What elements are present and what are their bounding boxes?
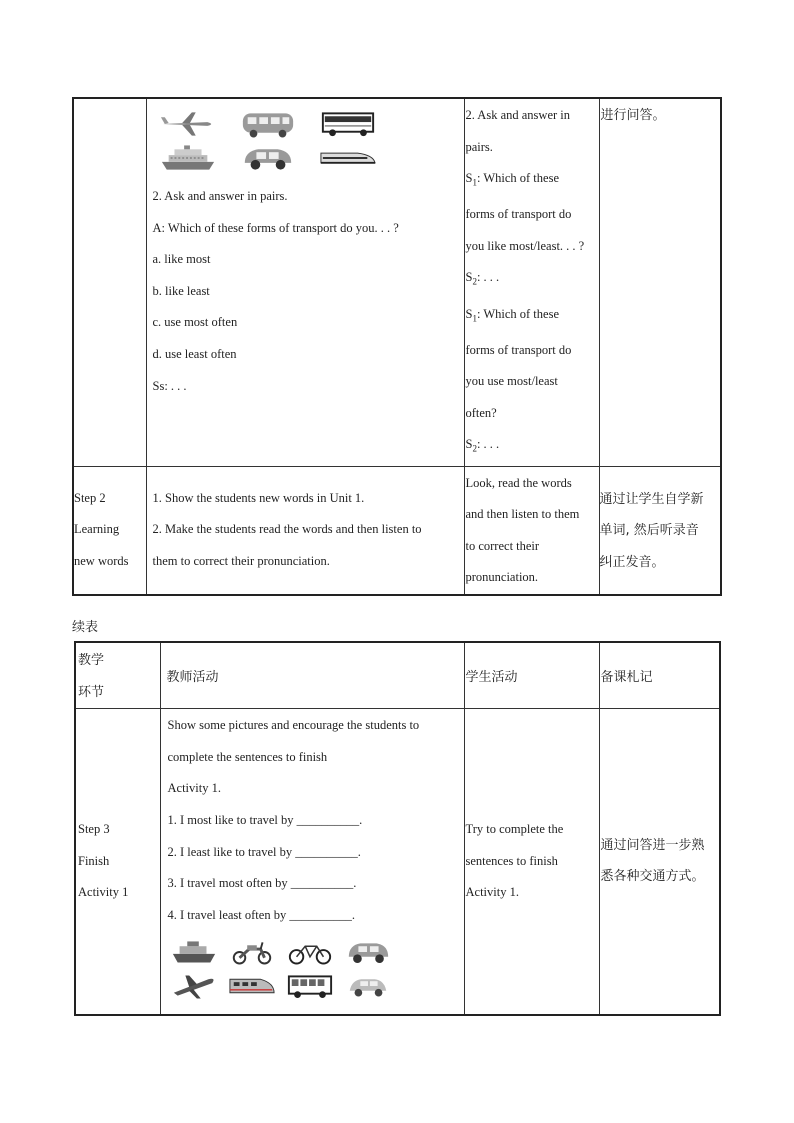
header-notes-label: 备课札记 xyxy=(600,670,653,686)
teacher-activity-cell xyxy=(146,98,464,466)
notes-cell xyxy=(599,709,720,1015)
step-line: Learning xyxy=(74,522,120,537)
student-line: pairs. xyxy=(465,139,493,154)
notes-cell xyxy=(599,466,721,595)
header-notes xyxy=(599,642,720,709)
car-icon xyxy=(342,935,394,969)
student-line: you use most/least xyxy=(465,374,558,389)
student-line: pronunciation. xyxy=(465,570,539,585)
step-line: Finish xyxy=(78,853,110,868)
student-line: forms of transport do xyxy=(465,342,572,357)
header-step xyxy=(75,642,160,709)
lesson-table-continued xyxy=(72,97,722,596)
step-cell-empty xyxy=(73,98,146,466)
student-line: 2. Ask and answer in xyxy=(465,108,570,122)
airplane-icon xyxy=(153,107,223,141)
student-line: to correct their xyxy=(465,538,540,553)
activity-line: Show some pictures and encourage the students to xyxy=(167,718,420,733)
note-line: 悉各种交通方式。 xyxy=(600,869,705,885)
activity-line: complete the sentences to finish xyxy=(167,749,328,764)
activity-line: b. like least xyxy=(152,283,210,298)
notes-cell xyxy=(599,98,721,466)
step-line: Activity 1 xyxy=(78,885,129,900)
student-line: you like most/least. . . ? xyxy=(465,238,585,253)
coach-icon xyxy=(313,107,383,141)
student-activity-cell xyxy=(464,466,599,595)
lesson-table xyxy=(74,641,721,1016)
student-line: $S_2$: . . . xyxy=(465,437,500,454)
note-line: 通过问答进一步熟 xyxy=(600,837,705,853)
train-icon xyxy=(313,141,383,175)
student-activity-cell xyxy=(464,98,599,466)
activity-line: 2. I least like to travel by __________. xyxy=(167,844,361,859)
motorbike-icon xyxy=(226,935,278,969)
header-student xyxy=(464,642,599,709)
activity-line: Ss: . . . xyxy=(152,378,187,393)
student-line: and then listen to them xyxy=(465,507,580,522)
teacher-activity-cell xyxy=(146,466,464,595)
activity-line: A: Which of these forms of transport do you. . . ? xyxy=(152,220,399,235)
note-line: 单词, 然后听录音 xyxy=(599,523,699,539)
airplane-icon xyxy=(168,969,220,1003)
activity-line: a. like most xyxy=(152,252,211,267)
student-line: often? xyxy=(465,405,497,420)
header-teacher xyxy=(160,642,464,709)
small-car-icon xyxy=(342,969,394,1003)
activity-line: 2. Ask and answer in pairs. xyxy=(152,189,288,203)
note-line: 纠正发音。 xyxy=(599,554,665,570)
student-line: sentences to finish xyxy=(465,853,558,868)
transport-icons-grid xyxy=(168,935,418,1003)
bus-icon xyxy=(233,107,303,141)
student-line: forms of transport do xyxy=(465,207,572,222)
header-student-label: 学生活动 xyxy=(465,670,518,686)
header-step-line: 教学 xyxy=(78,653,105,668)
student-line: Try to complete the xyxy=(465,822,564,837)
activity-line: 2. Make the students read the words and then listen to xyxy=(152,522,422,537)
activity-line: 1. I most like to travel by __________. xyxy=(167,812,363,827)
activity-line: 3. I travel most often by __________. xyxy=(167,876,357,891)
train-icon xyxy=(226,969,278,1003)
bicycle-icon xyxy=(284,935,336,969)
student-line: Look, read the words xyxy=(465,475,572,490)
teacher-activity-cell xyxy=(160,709,464,1015)
activity-line: Activity 1. xyxy=(167,781,221,796)
continued-caption: 续表 xyxy=(72,620,99,635)
step-line: Step 3 xyxy=(78,822,110,837)
step-line: Step 2 xyxy=(74,490,106,505)
car-icon xyxy=(233,141,303,175)
student-line: $S_1$: Which of these xyxy=(465,171,559,188)
activity-line: d. use least often xyxy=(152,346,237,361)
activity-line: 1. Show the students new words in Unit 1. xyxy=(152,490,365,505)
student-line: $S_2$: . . . xyxy=(465,270,500,287)
step-cell xyxy=(73,466,146,595)
student-activity-cell xyxy=(464,709,599,1015)
step-line: new words xyxy=(74,554,129,569)
ship-icon xyxy=(168,935,220,969)
step-cell xyxy=(75,709,160,1015)
bus-icon xyxy=(284,969,336,1003)
header-teacher-label: 教师活动 xyxy=(166,670,219,686)
transport-icons-grid xyxy=(153,107,393,175)
note-text: 进行问答。 xyxy=(600,108,666,123)
activity-line: them to correct their pronunciation. xyxy=(152,554,330,569)
note-line: 通过让学生自学新 xyxy=(599,491,704,507)
student-line: $S_1$: Which of these xyxy=(465,306,559,324)
activity-line: 4. I travel least often by __________. xyxy=(167,907,355,922)
header-step-line: 环节 xyxy=(78,684,105,700)
activity-line: c. use most often xyxy=(152,315,238,330)
ship-icon xyxy=(153,141,223,175)
student-line: Activity 1. xyxy=(465,885,519,900)
